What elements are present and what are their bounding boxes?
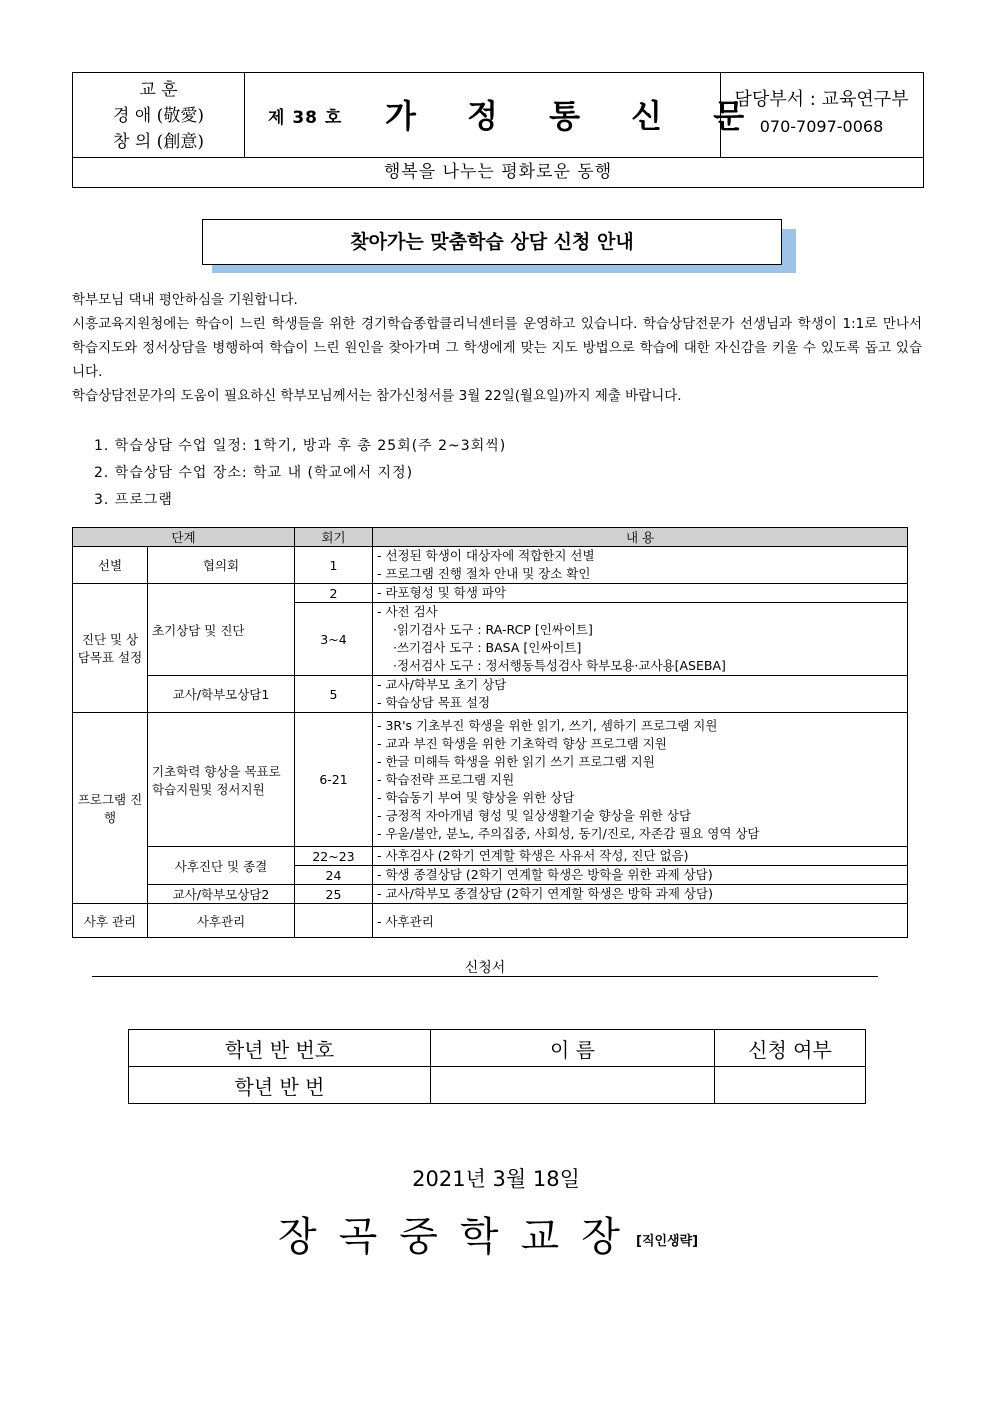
stage-cell: 사후 관리: [73, 904, 148, 938]
list-item: 1. 학습상담 수업 일정: 1학기, 방과 후 총 25회(주 2~3회씩): [94, 438, 507, 454]
content-line: ·정서검사 도구 : 정서행동특성검사 학부모용·교사용[ASEBA]: [393, 658, 726, 673]
session-cell: 2: [295, 584, 373, 603]
content-line: ·읽기검사 도구 : RA-RCP [인싸이트]: [393, 622, 593, 637]
step-cell: 교사/학부모상담2: [148, 885, 295, 904]
content-line: - 우울/불안, 분노, 주의집중, 사회성, 동기/진로, 자존감 필요 영역 상담: [377, 825, 760, 841]
motto-line: 교 훈: [139, 80, 178, 100]
seal-note: [직인생략]: [636, 1234, 699, 1249]
notice-title: 찾아가는 맞춤학습 상담 신청 안내: [202, 219, 782, 265]
name-field[interactable]: [431, 1067, 715, 1104]
header-content: 내 용: [373, 528, 908, 547]
content-cell: [373, 676, 908, 713]
session-cell: 24: [295, 866, 373, 885]
step-cell: 협의회: [148, 547, 295, 584]
content-line: - 선정된 학생이 대상자에 적합한지 선별: [377, 548, 595, 563]
newsletter-header: [72, 72, 924, 188]
content-line: - 학습동기 부여 및 향상을 위한 상담: [377, 789, 575, 805]
issue-number: 제 38 호: [268, 108, 343, 128]
content-line: - 긍정적 자아개념 형성 및 일상생활기술 향상을 위한 상담: [377, 807, 692, 823]
step-cell: 초기상담 및 진단: [148, 584, 295, 676]
session-cell: 1: [295, 547, 373, 584]
header-class-number: 학년 반 번호: [129, 1030, 431, 1067]
department: 담당부서 : 교육연구부: [734, 89, 909, 110]
header-name: 이 름: [431, 1030, 715, 1067]
issue-date: 2021년 3월 18일: [412, 1167, 580, 1191]
content-line: - 프로그램 진행 절차 안내 및 장소 확인: [377, 566, 591, 581]
content-cell: - 사후관리: [373, 904, 908, 938]
session-cell: 25: [295, 885, 373, 904]
step-cell: 사후관리: [148, 904, 295, 938]
session-cell: 22~23: [295, 847, 373, 866]
greeting: 학부모님 댁내 평안하심을 기원합니다.: [72, 292, 298, 308]
apply-field[interactable]: [715, 1067, 866, 1104]
intro-paragraph: 시흥교육지원청에는 학습이 느린 학생들을 위한 경기학습종합클리닉센터를 운영하고 있습니다. 학습상담전문가 선생님과 학생이 1:1로 만나서 학습지도와 정서상담을 병행하여 학습이 느린 원인을 찾아가며 그 학생에게 맞는 지도 방법으로 학습에 대한 자신감을 키울 수 있도록 돕고 있습니다.: [72, 316, 922, 380]
header-apply: 신청 여부: [715, 1030, 866, 1067]
phone-number: 070-7097-0068: [759, 117, 884, 136]
list-item: 2. 학습상담 수업 장소: 학교 내 (학교에서 지정): [94, 465, 414, 481]
content-line: - 3R's 기초부진 학생을 위한 읽기, 쓰기, 셈하기 프로그램 지원: [377, 717, 718, 733]
cut-line: [92, 976, 878, 977]
content-line: - 학습상담 목표 설정: [377, 695, 491, 710]
content-cell: [373, 547, 908, 584]
content-line: - 교사/학부모 초기 상담: [377, 677, 507, 692]
content-line: - 학습전략 프로그램 지원: [377, 771, 515, 787]
content-cell: - 라포형성 및 학생 파악: [373, 584, 908, 603]
session-cell: 5: [295, 676, 373, 713]
content-cell: - 학생 종결상담 (2학기 연계할 학생은 방학을 위한 과제 상담): [373, 866, 908, 885]
stage-cell: 진단 및 상담목표 설정: [73, 584, 148, 713]
newsletter-title: 가 정 통 신 문: [385, 97, 765, 135]
school-motto: [73, 73, 245, 157]
step-cell: 교사/학부모상담1: [148, 676, 295, 713]
stage-cell: 프로그램 진행: [73, 713, 148, 904]
list-item: 3. 프로그램: [94, 492, 173, 508]
application-form: [128, 1029, 866, 1104]
session-cell: 3~4: [295, 603, 373, 676]
class-number-field[interactable]: 학년 반 번: [129, 1067, 431, 1104]
slogan: 행복을 나누는 평화로운 동행: [73, 157, 923, 188]
department-cell: [720, 73, 923, 157]
application-label: 신청서: [464, 960, 506, 976]
content-line: - 한글 미해득 학생을 위한 읽기 쓰기 프로그램 지원: [377, 753, 655, 769]
motto-line: 창 의 (創意): [113, 132, 204, 152]
content-line: - 교과 부진 학생을 위한 기초학력 향상 프로그램 지원: [377, 735, 667, 751]
content-cell: - 사후검사 (2학기 연계할 학생은 사유서 작성, 진단 없음): [373, 847, 908, 866]
program-table: [72, 527, 908, 938]
content-cell: - 교사/학부모 종결상담 (2학기 연계할 학생은 방학 과제 상담): [373, 885, 908, 904]
step-cell: 기초학력 향상을 목표로 학습지원및 정서지원: [148, 713, 295, 847]
session-cell: 6-21: [295, 713, 373, 847]
content-cell: [373, 603, 908, 676]
header-stage: 단계: [73, 528, 295, 547]
stage-cell: 선별: [73, 547, 148, 584]
content-cell: [373, 713, 908, 847]
principal-signature: 장곡중학교장: [278, 1214, 642, 1260]
content-line: ·쓰기검사 도구 : BASA [인싸이트]: [393, 640, 582, 655]
header-session: 회기: [295, 528, 373, 547]
step-cell: 사후진단 및 종결: [148, 847, 295, 885]
session-cell: [295, 904, 373, 938]
motto-line: 경 애 (敬愛): [113, 106, 204, 126]
deadline-paragraph: 학습상담전문가의 도움이 필요하신 학부모님께서는 참가신청서를 3월 22일(월요일)까지 제출 바랍니다.: [72, 388, 682, 404]
content-line: - 사전 검사: [377, 604, 438, 619]
